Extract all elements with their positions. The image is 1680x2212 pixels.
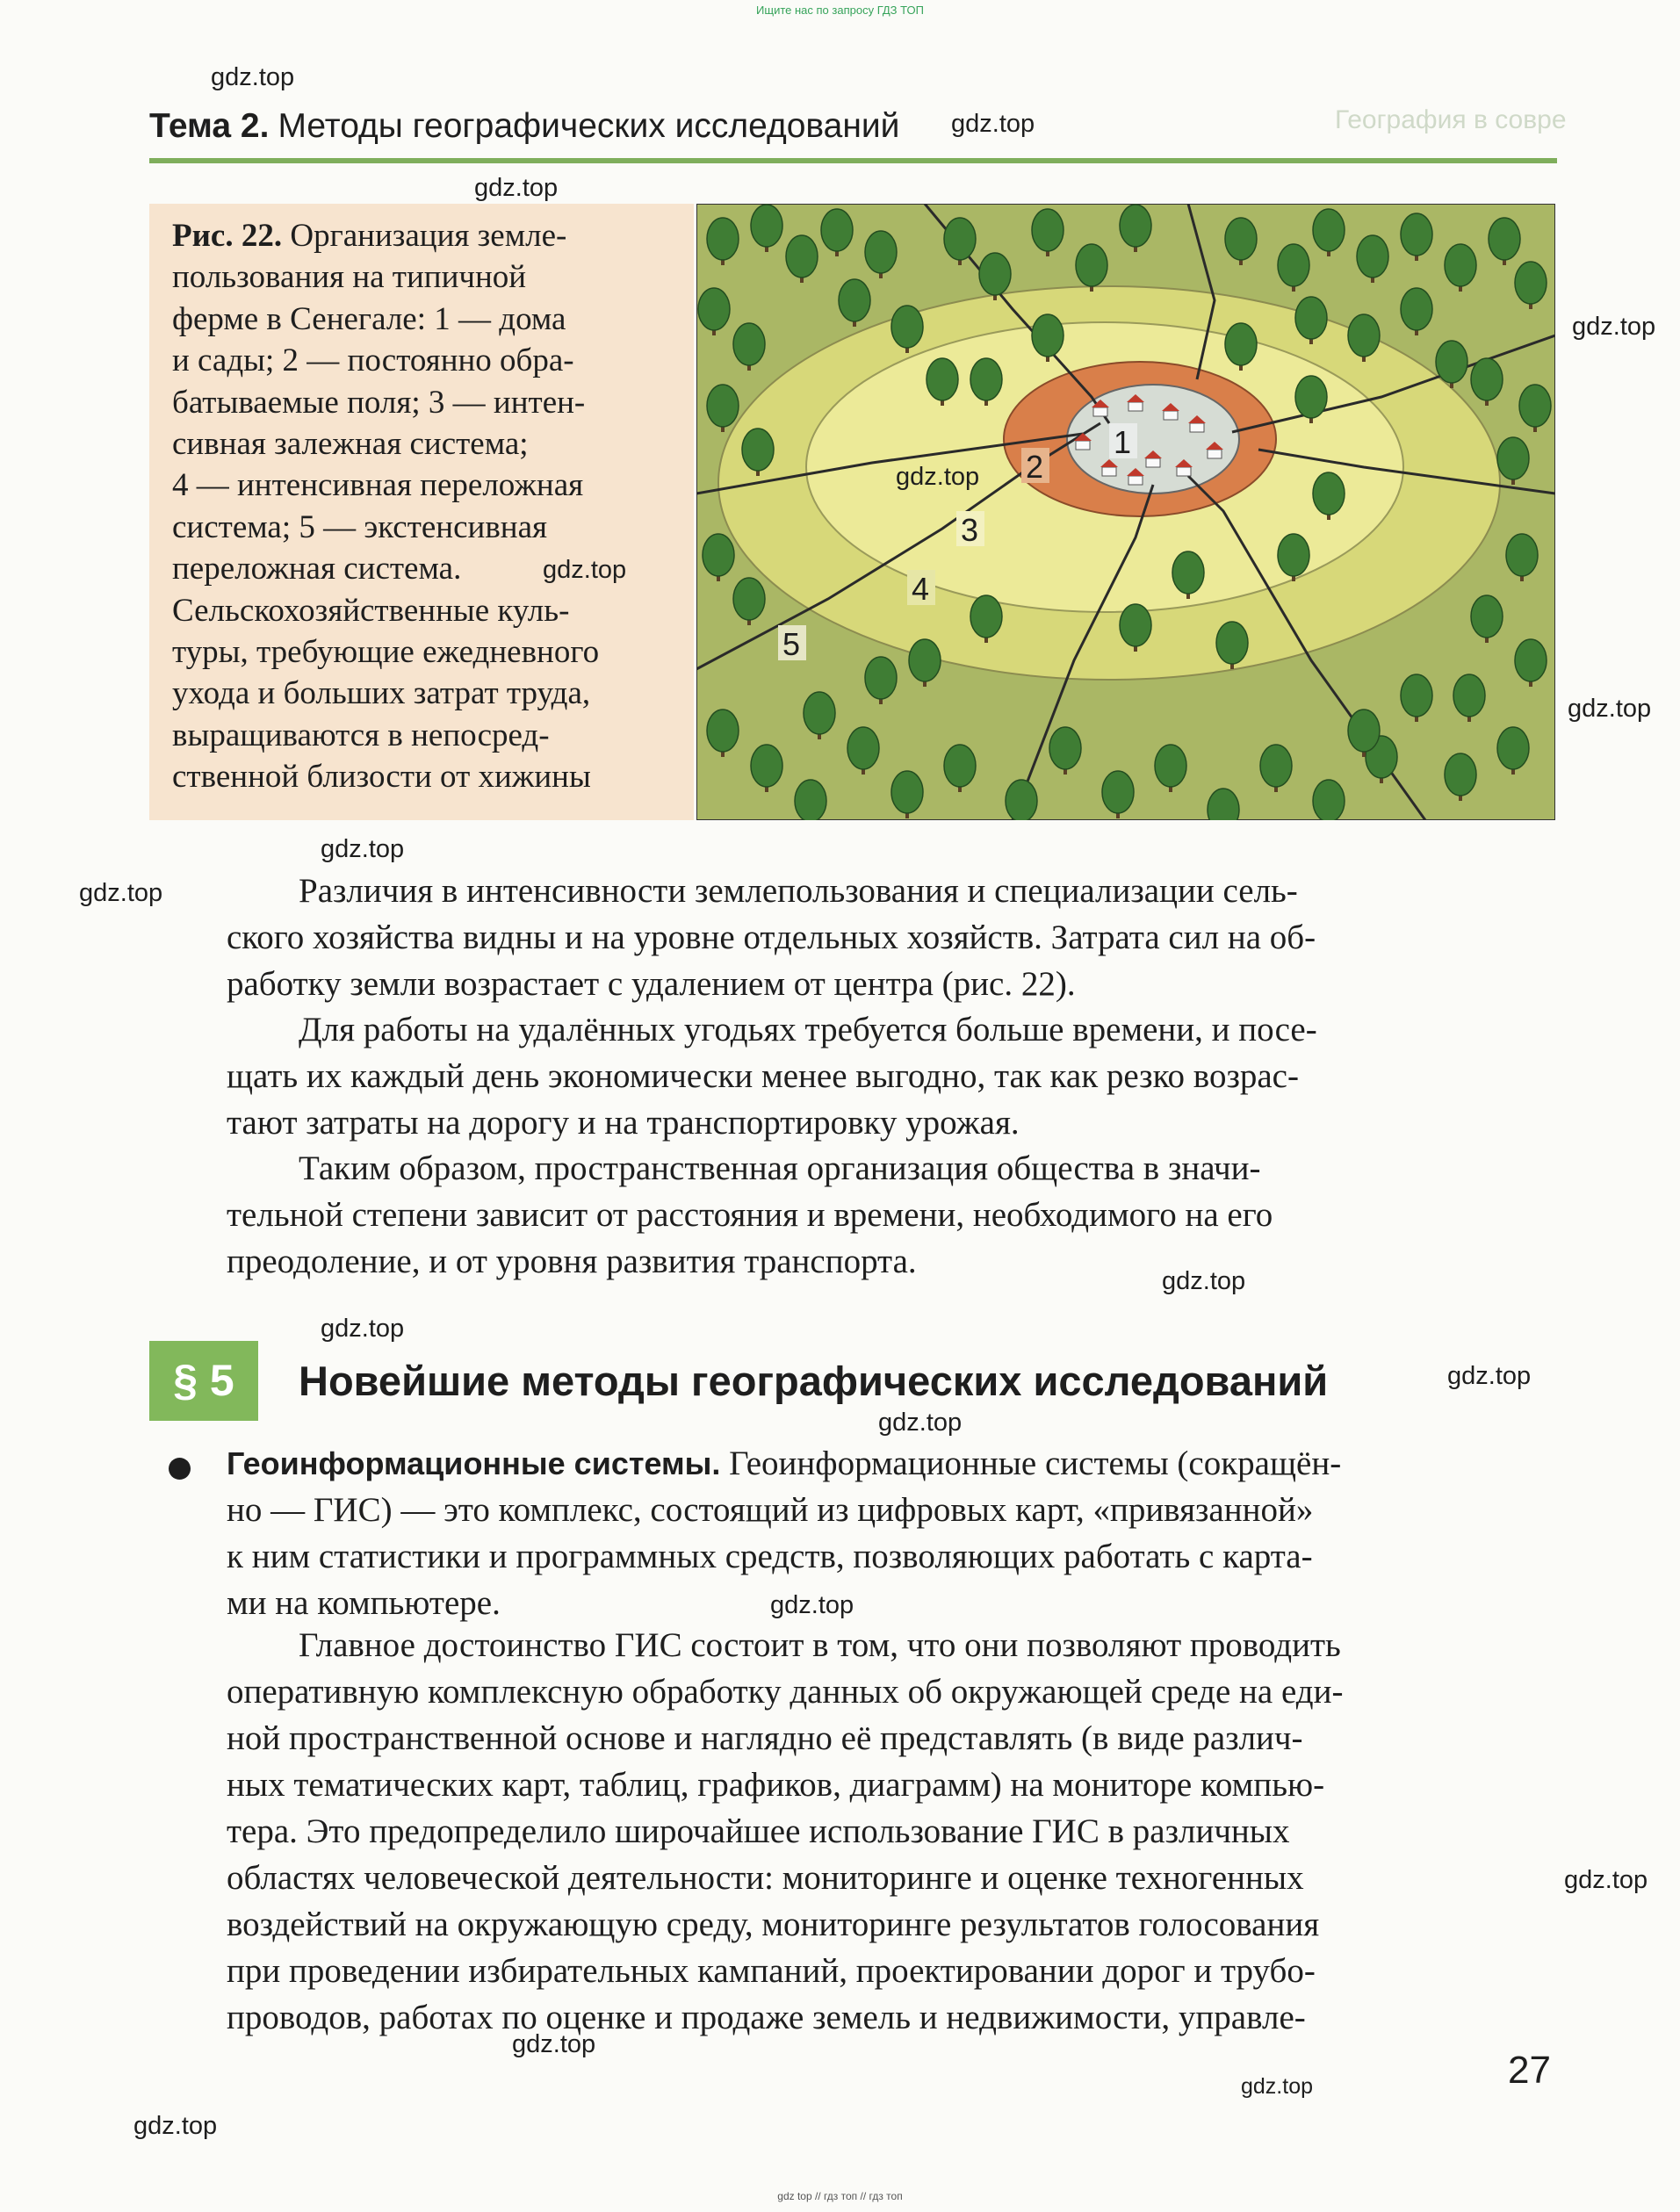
paragraph-land-use — [227, 868, 1557, 1007]
watermark: gdz.top — [951, 110, 1035, 138]
watermark: gdz.top — [1568, 695, 1652, 723]
text-line-content: Геоинформационные системы (сокращён- — [729, 1445, 1342, 1482]
text-line-content: Таким образом, пространственная организация общества в значи- — [299, 1149, 1261, 1187]
watermark: gdz.top — [770, 1591, 854, 1619]
watermark: gdz.top — [474, 174, 559, 202]
text-line — [227, 1622, 1557, 1668]
top-note: Ищите нас по запросу ГДЗ ТОП — [756, 4, 924, 17]
topic-label: Тема 2. — [149, 107, 270, 145]
text-line: щать их каждый день экономически менее выгодно, так как резко возрас- — [227, 1057, 1299, 1095]
caption-line: туры, требующие ежедневного — [172, 634, 600, 671]
section-number-badge: § 5 — [149, 1341, 258, 1421]
watermark: gdz.top — [321, 835, 405, 863]
paragraph-gis-advantages — [227, 1622, 1557, 2041]
caption-line: 4 — интенсивная переложная — [172, 467, 584, 504]
text-line: проводов, работах по оценке и продаже земель и недвижимости, управле- — [227, 1999, 1306, 2036]
header-rule — [149, 158, 1557, 163]
bullet-icon — [169, 1458, 191, 1480]
caption-line: ственной близости от хижины — [172, 759, 591, 796]
text-line: воздействий на окружающую среду, мониторинге результатов голосования — [227, 1906, 1320, 1943]
text-line: ми на компьютере. — [227, 1584, 501, 1622]
caption-line: система; 5 — экстенсивная — [172, 508, 548, 545]
running-head-ghost: География в совре — [1335, 105, 1567, 134]
text-line: к ним статистики и программных средств, позволяющих работать с карта- — [227, 1538, 1313, 1575]
paragraph-gis-definition — [227, 1440, 1557, 1626]
watermark: gdz.top — [896, 463, 980, 491]
text-line — [227, 868, 1557, 914]
topic-title: Методы географических исследований — [278, 107, 900, 145]
text-line-content: Главное достоинство ГИС состоит в том, что они позволяют проводить — [299, 1626, 1341, 1664]
caption-line: ферме в Сенегале: 1 — дома — [172, 300, 566, 337]
land-use-illustration — [696, 204, 1555, 820]
zone-label-2: 2 — [1026, 449, 1044, 485]
watermark: gdz.top — [1162, 1267, 1246, 1295]
zone-label-3: 3 — [961, 512, 979, 548]
tree-icon — [1006, 780, 1037, 820]
caption-label: Рис. 22. — [172, 218, 283, 254]
caption-line: ухода и больших затрат труда, — [172, 675, 591, 712]
watermark: gdz.top — [133, 2112, 218, 2140]
text-line: при проведении избирательных кампаний, проектировании дорог и трубо- — [227, 1952, 1316, 1990]
text-line — [227, 1440, 1557, 1487]
caption-line — [172, 215, 681, 256]
tree-icon — [1313, 780, 1345, 820]
paragraph-remote-fields — [227, 1006, 1557, 1146]
watermark: gdz.top — [878, 1409, 963, 1437]
text-line: тельной степени зависит от расстояния и времени, необходимого на его — [227, 1196, 1273, 1234]
text-line: но — ГИС) — это комплекс, состоящий из цифровых карт, «привязанной» — [227, 1491, 1314, 1529]
watermark: gdz.top — [211, 63, 295, 91]
caption-line: пользования на типичной — [172, 259, 527, 296]
watermark: gdz.top — [321, 1315, 405, 1343]
zone-label-4: 4 — [912, 571, 930, 607]
page-number: 27 — [1508, 2049, 1551, 2092]
text-line: ского хозяйства видны и на уровне отдельных хозяйств. Затрата сил на об- — [227, 919, 1316, 956]
caption-line: сивная залежная система; — [172, 426, 529, 463]
page-header — [149, 107, 899, 146]
text-line-content: Различия в интенсивности землепользования и специализации сель- — [299, 872, 1298, 910]
text-line: тера. Это предопределило широчайшее использование ГИС в различных — [227, 1812, 1290, 1850]
watermark: gdz.top — [1241, 2074, 1314, 2099]
text-line: преодоление, и от уровня развития транспорта. — [227, 1243, 917, 1280]
zone-label-1: 1 — [1114, 424, 1132, 460]
zone-label-5: 5 — [782, 626, 801, 662]
text-line: работку земли возрастает с удалением от центра (рис. 22). — [227, 965, 1076, 1003]
caption-line: выращиваются в непосред- — [172, 717, 550, 753]
tree-icon — [795, 780, 826, 820]
text-line: тают затраты на дорогу и на транспортировку урожая. — [227, 1104, 1020, 1142]
text-line: оперативную комплексную обработку данных об окружающей среде на еди- — [227, 1673, 1344, 1711]
figure-caption — [172, 215, 681, 798]
bottom-note: gdz top // гдз топ // гдз топ — [777, 2190, 903, 2202]
caption-line: и сады; 2 — постоянно обра- — [172, 342, 574, 379]
watermark: gdz.top — [512, 2030, 596, 2058]
watermark: gdz.top — [543, 556, 627, 584]
paragraph-spatial-organization — [227, 1145, 1557, 1285]
text-line: областях человеческой деятельности: мониторинге и оценке техногенных — [227, 1859, 1304, 1897]
watermark: gdz.top — [1564, 1866, 1648, 1894]
text-line — [227, 1145, 1557, 1192]
caption-line: батываемые поля; 3 — интен- — [172, 384, 586, 421]
caption-line: Сельскохозяйственные куль- — [172, 592, 570, 629]
text-line: ных тематических карт, таблиц, графиков, диаграмм) на мониторе компью- — [227, 1766, 1325, 1804]
text-line — [227, 1006, 1557, 1053]
watermark: gdz.top — [1572, 313, 1656, 341]
caption-line-text: Организация земле- — [290, 218, 567, 254]
text-line: ной пространственной основе и наглядно её представлять (в виде различ- — [227, 1719, 1303, 1757]
watermark: gdz.top — [1447, 1362, 1532, 1390]
watermark: gdz.top — [79, 879, 163, 907]
caption-line: переложная система. — [172, 551, 462, 587]
term-gis: Геоинформационные системы. — [227, 1445, 721, 1481]
section-title: Новейшие методы географических исследований — [299, 1358, 1329, 1404]
text-line-content: Для работы на удалённых угодьях требуется больше времени, и посе- — [299, 1011, 1317, 1048]
